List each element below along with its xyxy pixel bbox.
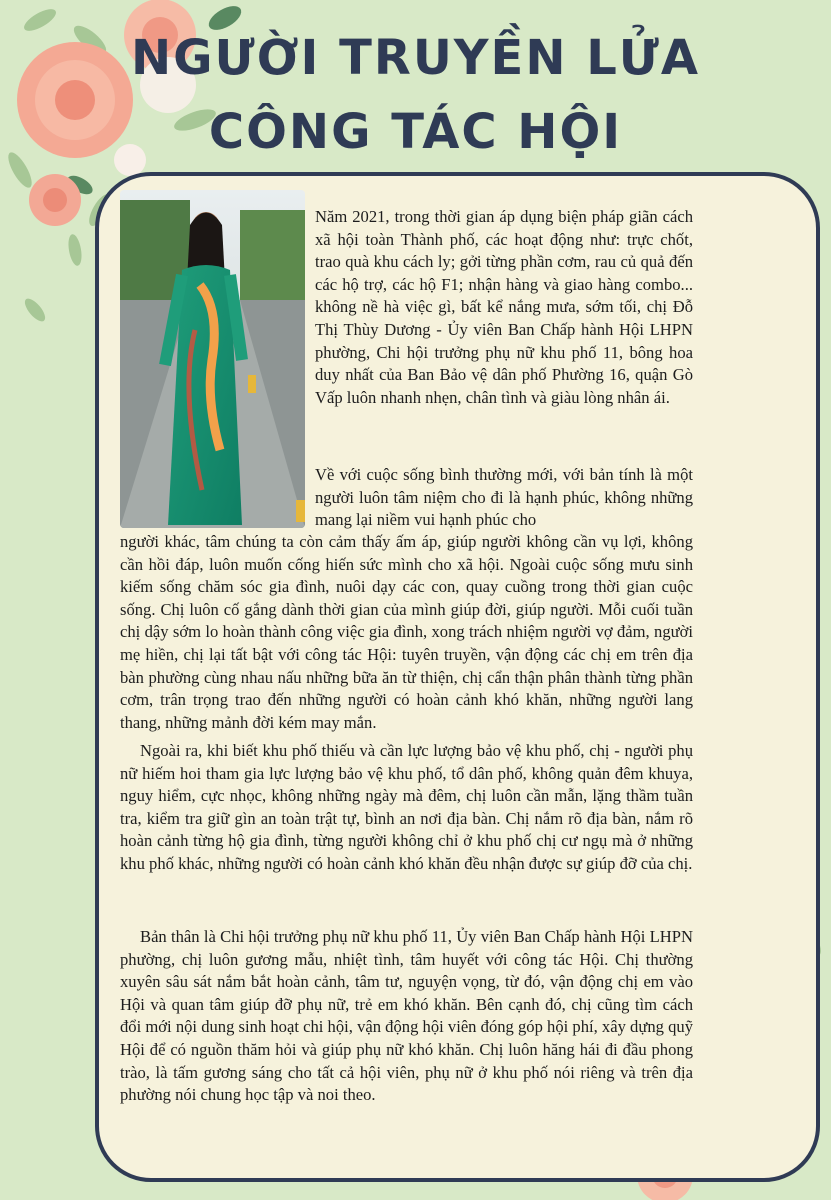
portrait-photo (120, 190, 305, 528)
page-title-line-2: CÔNG TÁC HỘI (208, 104, 623, 160)
page-title-line-1: NGƯỜI TRUYỀN LỬA (130, 30, 701, 86)
paragraph-2: người khác, tâm chúng ta còn cảm thấy ấm áp, giúp người không cần vụ lợi, không cần hồi đáp, luôn muốn cống hiến sức mình cho xã hội. Ngoài cuộc sống mưu sinh kiếm sống chăm sóc gia đình, nuôi dạy các con, quay cuồng trong thời gian cuộc sống. Chị luôn cố gắng dành thời gian của mình giúp đời, giúp người. Mỗi cuối tuần chị dậy sớm lo hoàn thành công việc gia đình, xong trách nhiệm người vợ đảm, người mẹ hiền, chị lại tất bật với công tác Hội: tuyên truyền, vận động các chị em trên địa bàn phường cùng nhau nấu những bữa ăn từ thiện, chị cẩn thận phân thành từng phần cơm, trân trọng trao đến những người có hoàn cảnh khó khăn, những người lang thang, những mảnh đời kém may mắn. (120, 532, 693, 732)
paragraph-4: Bản thân là Chi hội trưởng phụ nữ khu phố 11, Ủy viên Ban Chấp hành Hội LHPN phường, chị luôn gương mẫu, nhiệt tình, tâm huyết với công tác Hội. Chị thường xuyên sâu sát nắm bắt hoàn cảnh, tâm tư, nguyện vọng, từ đó, vận động chị em vào Hội và quan tâm giúp đỡ phụ nữ, trẻ em khó khăn. Bên cạnh đó, chị cũng tìm cách đổi mới nội dung sinh hoạt chi hội, vận động hội viên đóng góp hội phí, xây dựng quỹ Hội để có nguồn thăm hỏi và giúp phụ nữ khó khăn. Chị luôn hăng hái đi đầu phong trào, là tấm gương sáng cho tất cả hội viên, phụ nữ ở khu phố nói riêng và trên địa phường nói chung học tập và noi theo. (120, 927, 693, 1105)
paragraph-3: Ngoài ra, khi biết khu phố thiếu và cần lực lượng bảo vệ khu phố, chị - người phụ nữ hiếm hoi tham gia lực lượng bảo vệ khu phố, tổ dân phố, không quản đêm khuya, nguy hiểm, cực nhọc, không những ngày mà đêm, chị luôn cần mẫn, lặng thầm tuần tra, kiểm tra giữ gìn an toàn trật tự, bình an nơi địa bàn. Chị nắm rõ địa bàn, nắm rõ hoàn cảnh từng hộ gia đình, từng người không chỉ ở khu phố chị cư ngụ mà ở những khu phố khác, những người có hoàn cảnh khó khăn đều nhận được sự giúp đỡ của chị. (120, 741, 693, 873)
paragraph-2-intro: Về với cuộc sống bình thường mới, với bản tính là một người luôn tâm niệm cho đi là hạnh phúc, không những mang lại niềm vui hạnh phúc cho (315, 465, 693, 530)
paragraph-1: Năm 2021, trong thời gian áp dụng biện pháp giãn cách xã hội toàn Thành phố, các hoạt động như: trực chốt, trao quà khu cách ly; gởi từng phần cơm, rau củ quả đến các hộ trợ, các hộ F1; nhận hàng và giao hàng combo... không nề hà việc gì, bất kể nắng mưa, sớm tối, chị Đỗ Thị Thùy Dương - Ủy viên Ban Chấp hành Hội LHPN phường, Chi hội trưởng phụ nữ khu phố 11, bông hoa duy nhất của Ban Bảo vệ dân phố Phường 16, quận Gò Vấp luôn nhanh nhẹn, chân tình và giàu lòng nhân ái. (315, 207, 693, 407)
